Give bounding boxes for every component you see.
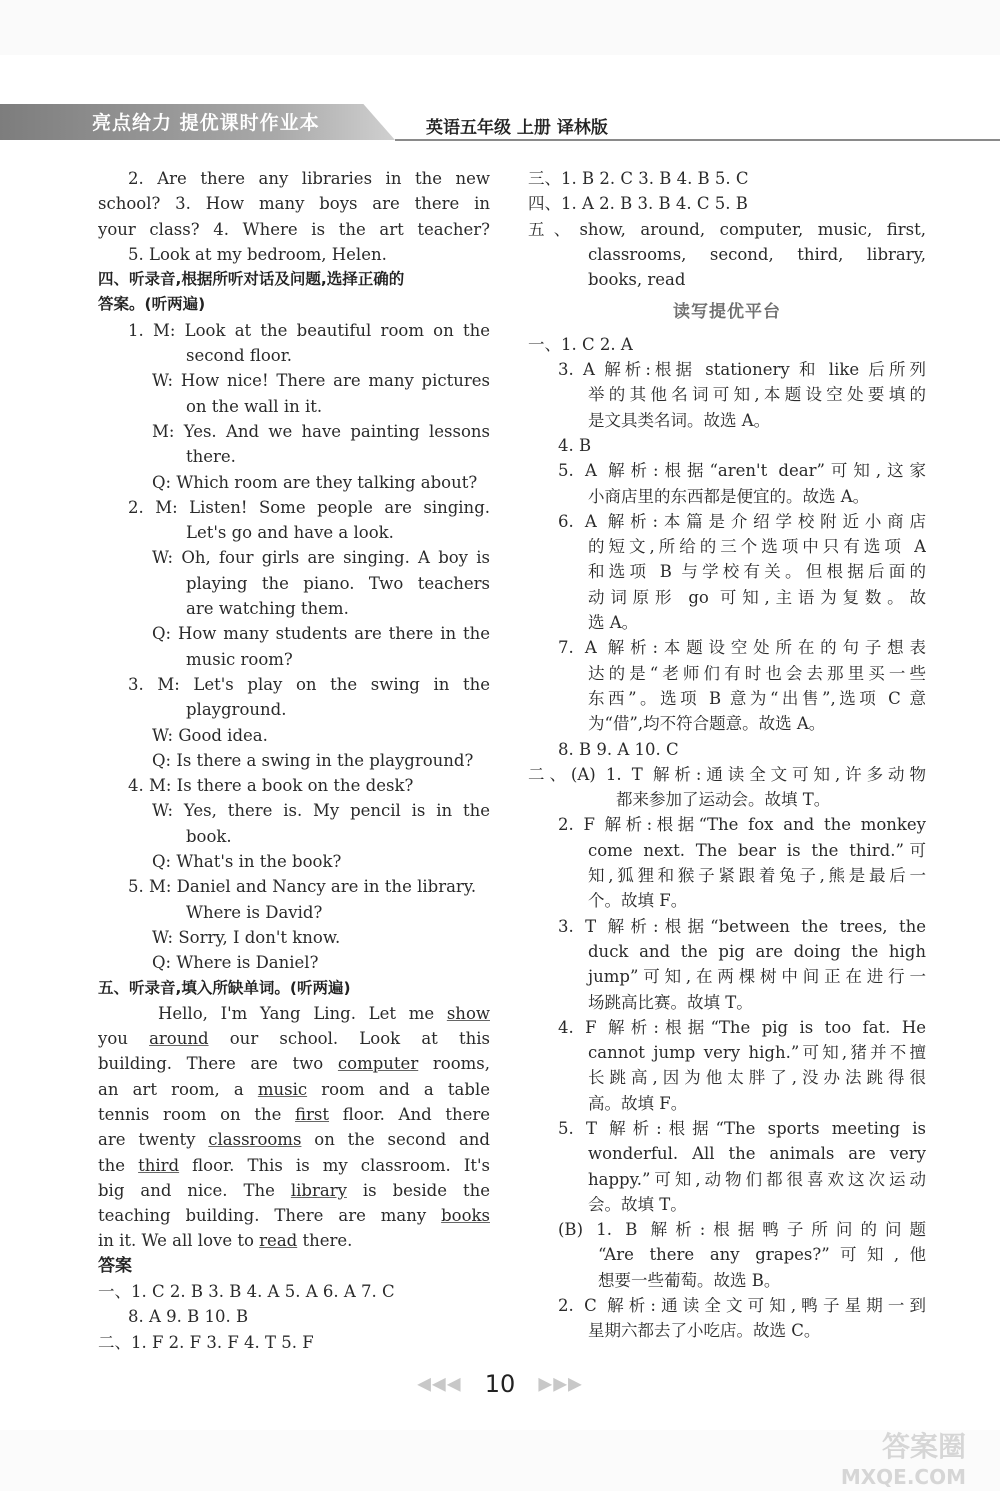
watermark-line: 答案圈	[881, 1430, 966, 1463]
text-line: Q: Which room are they talking about?	[152, 472, 478, 492]
text-line: M: Yes. And we have painting lessons	[152, 421, 490, 441]
text-line: 2. M: Listen! Some people are singing.	[128, 497, 490, 517]
text-line: 5. A 解析:根据“aren't dear”可知,这家	[558, 461, 926, 481]
text-line: music room?	[186, 649, 293, 669]
passage-text: big and nice. The	[98, 1180, 291, 1200]
text-line: book.	[186, 826, 232, 846]
text-line: 选 A。	[588, 613, 639, 633]
answers-heading: 答案	[98, 1255, 132, 1276]
text-line: your class? 4. Where is the art teacher?	[98, 219, 490, 239]
next-arrows-icon: ▶▶▶	[538, 1373, 583, 1395]
blank-answer: computer	[337, 1054, 419, 1074]
text-line: 4. M: Is there a book on the desk?	[128, 776, 414, 796]
text-line: on the wall in it.	[186, 396, 323, 416]
text-line: playing the piano. Two teachers	[186, 573, 490, 593]
passage-text: in it. We all love to	[98, 1231, 260, 1251]
text-line: 2. F 解析:根据“The fox and the monkey	[558, 815, 926, 835]
passage-line	[98, 1127, 490, 1152]
passage-line	[98, 1001, 490, 1026]
text-line: 星期六都去了小吃店。故选 C。	[588, 1321, 821, 1341]
text-line: 五、听录音,填入所缺单词。(听两遍)	[98, 978, 351, 997]
text-line: 举的其他名词可知,本题设空处要填的	[588, 385, 926, 405]
text-line: 场跳高比赛。故填 T。	[588, 992, 753, 1012]
text-line: W: Sorry, I don't know.	[152, 927, 341, 947]
text-line: 东西”。选项 B 意为“出售”,选项 C 意	[588, 688, 926, 708]
text-line: 6. A 解析:本篇是介绍学校附近小商店	[558, 511, 926, 531]
text-line: W: Yes, there is. My pencil is in the	[152, 801, 490, 821]
header-rule	[395, 139, 1000, 141]
text-line: duck and the pig are doing the high	[588, 941, 926, 961]
passage-line	[98, 1077, 490, 1102]
passage-text: an art room, a	[98, 1079, 258, 1099]
text-line: happy.”可知,动物们都很喜欢这次运动	[588, 1169, 926, 1189]
text-line: Q: How many students are there in the	[152, 624, 490, 644]
text-line: 5. M: Daniel and Nancy are in the library.	[128, 877, 477, 897]
page-footer	[0, 1370, 1000, 1398]
text-line: 二、(A) 1. T 解析:通读全文可知,许多动物	[528, 764, 926, 784]
passage-line	[98, 1153, 490, 1178]
text-line: 是文具类名词。故选 A。	[588, 410, 771, 430]
passage-text: building. There are two	[98, 1054, 338, 1074]
passage-text: are twenty	[98, 1130, 209, 1150]
page-number: 10	[484, 1370, 516, 1398]
passage-text: tennis room on the	[98, 1104, 296, 1124]
text-line: jump”可知,在两棵树中间正在进行一	[588, 967, 926, 987]
passage-text: is beside the	[346, 1180, 490, 1200]
section-title: 读写提优平台	[673, 302, 781, 323]
text-line: 1. M: Look at the beautiful room on the	[128, 320, 490, 340]
passage-text: the	[98, 1155, 139, 1175]
text-line: W: How nice! There are many pictures	[152, 371, 490, 391]
left-column	[98, 166, 490, 1355]
text-line: 高。故填 F。	[588, 1093, 688, 1113]
passage-text: there.	[297, 1231, 353, 1251]
text-line: (B) 1. B 解析:根据鸭子所问的问题	[558, 1220, 926, 1240]
passage-line	[98, 1178, 490, 1203]
text-line: 长跳高,因为他太胖了,没办法跳得很	[588, 1068, 926, 1088]
text-line: Q: What's in the book?	[152, 852, 342, 872]
passage-text: teaching building. There are many	[98, 1206, 442, 1226]
text-line: 个。故填 F。	[588, 891, 688, 911]
text-line: 答案。(听两遍)	[98, 295, 206, 314]
text-line: 8. B 9. A 10. C	[558, 739, 679, 759]
series-title: 亮点给力 提优课时作业本	[92, 112, 320, 134]
text-line: 会。故填 T。	[588, 1194, 687, 1214]
prev-arrows-icon: ◀◀◀	[417, 1373, 462, 1395]
text-line: 一、1. C 2. B 3. B 4. A 5. A 6. A 7. C	[98, 1282, 395, 1302]
text-line: second floor.	[186, 346, 293, 366]
text-line: cannot jump very high.”可知,猪并不擅	[588, 1043, 926, 1063]
text-line: 四、听录音,根据所听对话及问题,选择正确的	[98, 270, 405, 289]
text-line: come next. The bear is the third.”可	[588, 840, 926, 860]
blank-answer: music	[257, 1079, 308, 1099]
text-line: 3. M: Let's play on the swing in the	[128, 674, 490, 694]
blank-answer: third	[138, 1155, 180, 1175]
passage-text: on the second and	[301, 1130, 490, 1150]
right-column	[528, 166, 926, 1344]
text-line: 三、1. B 2. C 3. B 4. B 5. C	[528, 169, 749, 188]
text-line: are watching them.	[186, 599, 349, 619]
text-line: wonderful. All the animals are very	[588, 1144, 926, 1164]
text-line: 和选项 B 与学校有关。但根据后面的	[588, 562, 926, 582]
text-line: W: Oh, four girls are singing. A boy is	[152, 548, 490, 568]
text-line: 5. Look at my bedroom, Helen.	[128, 244, 387, 264]
text-line: 7. A 解析:本题设空处所在的句子想表	[558, 638, 926, 658]
passage-text: our school. Look at this	[208, 1029, 490, 1049]
blank-answer: library	[290, 1180, 347, 1200]
text-line: classrooms, second, third, library,	[588, 244, 926, 264]
passage-text: you	[98, 1029, 150, 1049]
text-line: 为“借”,均不符合题意。故选 A。	[588, 714, 826, 734]
passage-text: Hello, I'm Yang Ling. Let me	[158, 1003, 447, 1023]
passage-line	[98, 1203, 490, 1228]
passage-line	[98, 1102, 490, 1127]
text-line: W: Good idea.	[152, 725, 268, 745]
text-line: 二、1. F 2. F 3. F 4. T 5. F	[98, 1332, 314, 1352]
passage-text: room and a table	[307, 1079, 490, 1099]
text-line: 8. A 9. B 10. B	[128, 1307, 249, 1327]
text-line: 3. T 解析:根据“between the trees, the	[558, 916, 926, 936]
text-line: Where is David?	[186, 902, 323, 922]
blank-answer: first	[295, 1104, 330, 1124]
text-line: 都来参加了运动会。故填 T。	[616, 790, 831, 810]
text-line: Q: Is there a swing in the playground?	[152, 750, 474, 770]
blank-answer: books	[441, 1206, 490, 1226]
text-line: 想要一些葡萄。故选 B。	[598, 1270, 781, 1290]
text-line: 四、1. A 2. B 3. B 4. C 5. B	[528, 194, 748, 214]
passage-text: rooms,	[418, 1054, 490, 1074]
passage-text: floor. And there	[329, 1104, 490, 1124]
text-line: 3. A 解析:根据 stationery 和 like 后所列	[558, 360, 926, 380]
text-line: Q: Where is Daniel?	[152, 953, 319, 973]
watermark-logo	[841, 1432, 966, 1492]
page-top-edge	[0, 0, 1000, 55]
text-line: school? 3. How many boys are there in	[98, 194, 490, 214]
passage-line	[98, 1228, 490, 1253]
text-line: 4. F 解析:根据“The pig is too fat. He	[558, 1017, 926, 1037]
blank-answer: around	[149, 1029, 209, 1049]
subject-title: 英语五年级 上册 译林版	[426, 118, 608, 138]
text-line: Let's go and have a look.	[186, 523, 394, 543]
text-line: playground.	[186, 700, 287, 720]
watermark-line: MXQE.COM	[840, 1465, 966, 1489]
text-line: 知,狐狸和猴子紧跟着兔子,熊是最后一	[588, 866, 926, 886]
blank-answer: classrooms	[208, 1130, 302, 1150]
text-line: 的短文,所给的三个选项中只有选项 A	[588, 537, 926, 557]
text-line: 达的是“老师们有时也会去那里买一些	[588, 663, 926, 683]
text-line: 五、show, around, computer, music, first,	[528, 219, 926, 239]
text-line: 4. B	[558, 435, 592, 455]
text-line: “Are there any grapes?”可知,他	[598, 1245, 926, 1265]
text-line: there.	[186, 447, 236, 467]
blank-answer: read	[259, 1231, 298, 1251]
text-line: 动词原形 go 可知,主语为复数。故	[588, 587, 926, 607]
text-line: 5. T 解析:根据“The sports meeting is	[558, 1118, 926, 1138]
passage-line	[98, 1026, 490, 1051]
passage-text: floor. This is my classroom. It's	[179, 1155, 490, 1175]
text-line: 2. C 解析:通读全文可知,鸭子星期一到	[558, 1296, 926, 1316]
text-line: 2. Are there any libraries in the new	[128, 169, 490, 188]
text-line: books, read	[588, 270, 686, 290]
text-line: 小商店里的东西都是便宜的。故选 A。	[588, 486, 870, 506]
text-line: 一、1. C 2. A	[528, 334, 633, 354]
passage-line	[98, 1051, 490, 1076]
blank-answer: show	[446, 1003, 490, 1023]
